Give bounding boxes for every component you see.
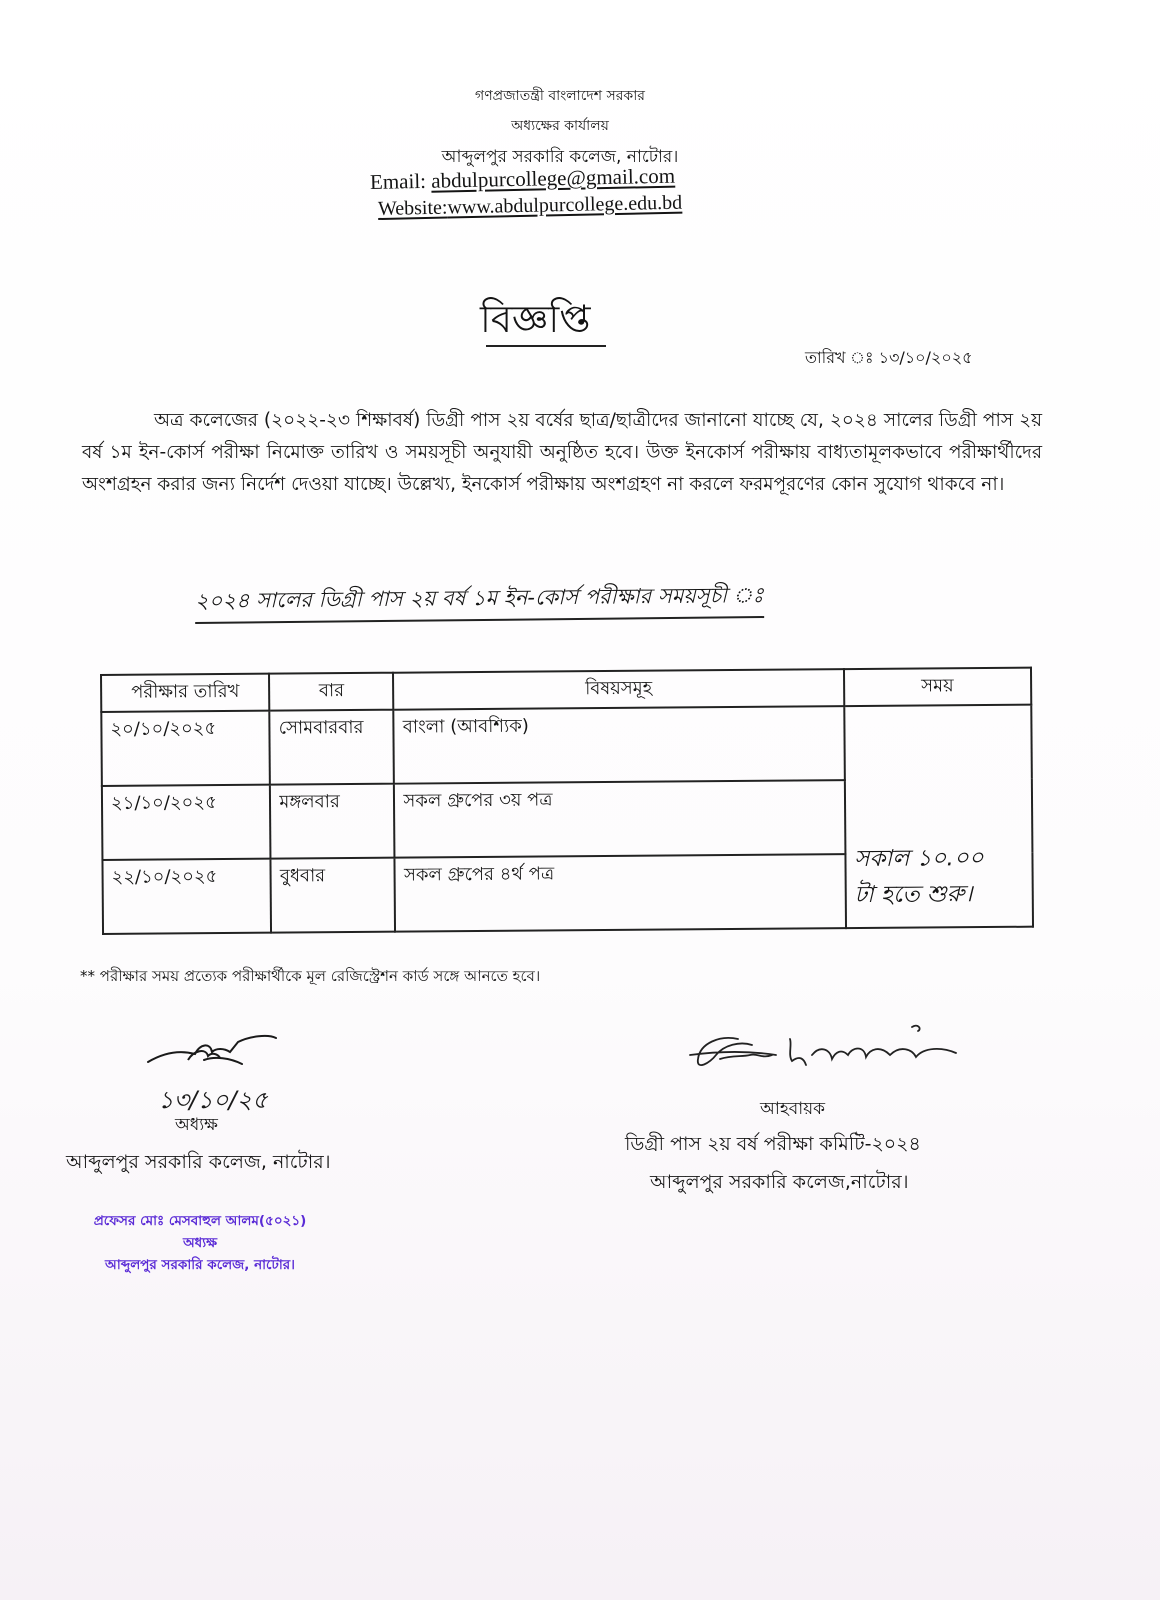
header-time: সময়	[844, 668, 1032, 706]
header-office: অধ্যক্ষের কার্যালয়	[511, 118, 609, 134]
title-underline	[486, 345, 606, 347]
stamp-title: অধ্যক্ষ	[182, 1235, 218, 1251]
website-label: Website:	[377, 196, 448, 220]
principal-seal-stamp	[70, 1210, 330, 1276]
header-government: গণপ্রজাতন্ত্রী বাংলাদেশ সরকার	[475, 88, 645, 104]
principal-signature-date: ১৩/১০/২৫	[158, 1086, 268, 1114]
cell-date: ২২/১০/২০২৫	[102, 859, 271, 934]
principal-signature	[120, 1030, 300, 1120]
cell-day: বুধবার	[271, 858, 396, 933]
notice-body: অত্র কলেজের (২০২২-২৩ শিক্ষাবর্ষ) ডিগ্রী পাস ২য় বর্ষের ছাত্র/ছাত্রীদের জানানো যাচ্ছে যে, ২০২৪ সালের ডিগ্রী পাস ২য় বর্ষ ১ম ইন-কোর্স পরীক্ষা নিমোক্ত তারিখ ও সময়সূচী অনুযায়ী অনুষ্ঠিত হবে। উক্ত ইনকোর্স পরীক্ষায় বাধ্যতামূলকভাবে পরীক্ষার্থীদের অংশগ্রহন করার জন্য নির্দেশ দেওয়া যাচ্ছে। উল্লেখ্য, ইনকোর্স পরীক্ষায় অংশগ্রহণ না করলে ফরমপূরণের কোন সুযোগ থাকবে না।	[82, 410, 1042, 495]
email-link[interactable]: abdulpurcollege@gmail.com	[430, 163, 676, 193]
header-exam-date: পরীক্ষার তারিখ	[101, 674, 270, 712]
cell-time	[844, 705, 1033, 928]
website-link[interactable]: www.abdulpurcollege.edu.bd	[447, 191, 683, 219]
cell-subject: সকল গ্রুপের ৩য় পত্র	[394, 780, 845, 858]
stamp-name: প্রফেসর মোঃ মেসবাহুল আলম(৫০২১)	[93, 1213, 307, 1229]
header-day: বার	[269, 673, 393, 711]
convener-signature	[680, 1015, 1000, 1095]
time-line-2: টা হতে শুরু।	[854, 881, 973, 909]
header-institution: আব্দুলপুর সরকারি কলেজ, নাটোর।	[441, 147, 679, 167]
stamp-org: আব্দুলপুর সরকারি কলেজ, নাটোর।	[104, 1257, 296, 1273]
header-website-line	[378, 190, 778, 221]
cell-subject: বাংলা (আবশ্যিক)	[394, 706, 845, 784]
schedule-table	[100, 667, 1034, 935]
notice-date	[805, 345, 973, 372]
date-value: ১৩/১০/২০২৫	[878, 348, 973, 367]
schedule-heading: ২০২৪ সালের ডিগ্রী পাস ২য় বর্ষ ১ম ইন-কোর্স পরীক্ষার সময়সূচী ঃ	[195, 579, 764, 624]
time-line-1: সকাল ১০.০০	[854, 845, 984, 873]
cell-day: সোমবারবার	[270, 710, 395, 785]
schedule-table-wrapper	[100, 667, 1034, 935]
convener-title: আহবায়ক	[760, 1099, 826, 1119]
cell-subject: সকল গ্রুপের ৪র্থ পত্র	[395, 854, 846, 932]
email-label: Email:	[369, 168, 432, 194]
convener-committee: ডিগ্রী পাস ২য় বর্ষ পরীক্ষা কমিটি-২০২৪	[625, 1133, 921, 1155]
cell-date: ২১/১০/২০২৫	[102, 785, 271, 860]
convener-org: আব্দুলপুর সরকারি কলেজ,নাটোর।	[650, 1171, 909, 1193]
principal-title: অধ্যক্ষ	[175, 1115, 218, 1135]
cell-date: ২০/১০/২০২৫	[101, 711, 270, 786]
header-subjects: বিষয়সমূহ	[393, 669, 844, 710]
principal-org: আব্দুলপুর সরকারি কলেজ, নাটোর।	[66, 1151, 331, 1173]
table-row	[101, 705, 1032, 786]
registration-card-note: ** পরীক্ষার সময় প্রত্যেক পরীক্ষার্থীকে মূল রেজিস্ট্রেশন কার্ড সঙ্গে আনতে হবে।	[80, 967, 541, 985]
cell-day: মঙ্গলবার	[270, 784, 395, 859]
date-label: তারিখ ঃ	[805, 348, 874, 367]
notice-title: বিজ্ঞপ্তি	[480, 297, 591, 341]
